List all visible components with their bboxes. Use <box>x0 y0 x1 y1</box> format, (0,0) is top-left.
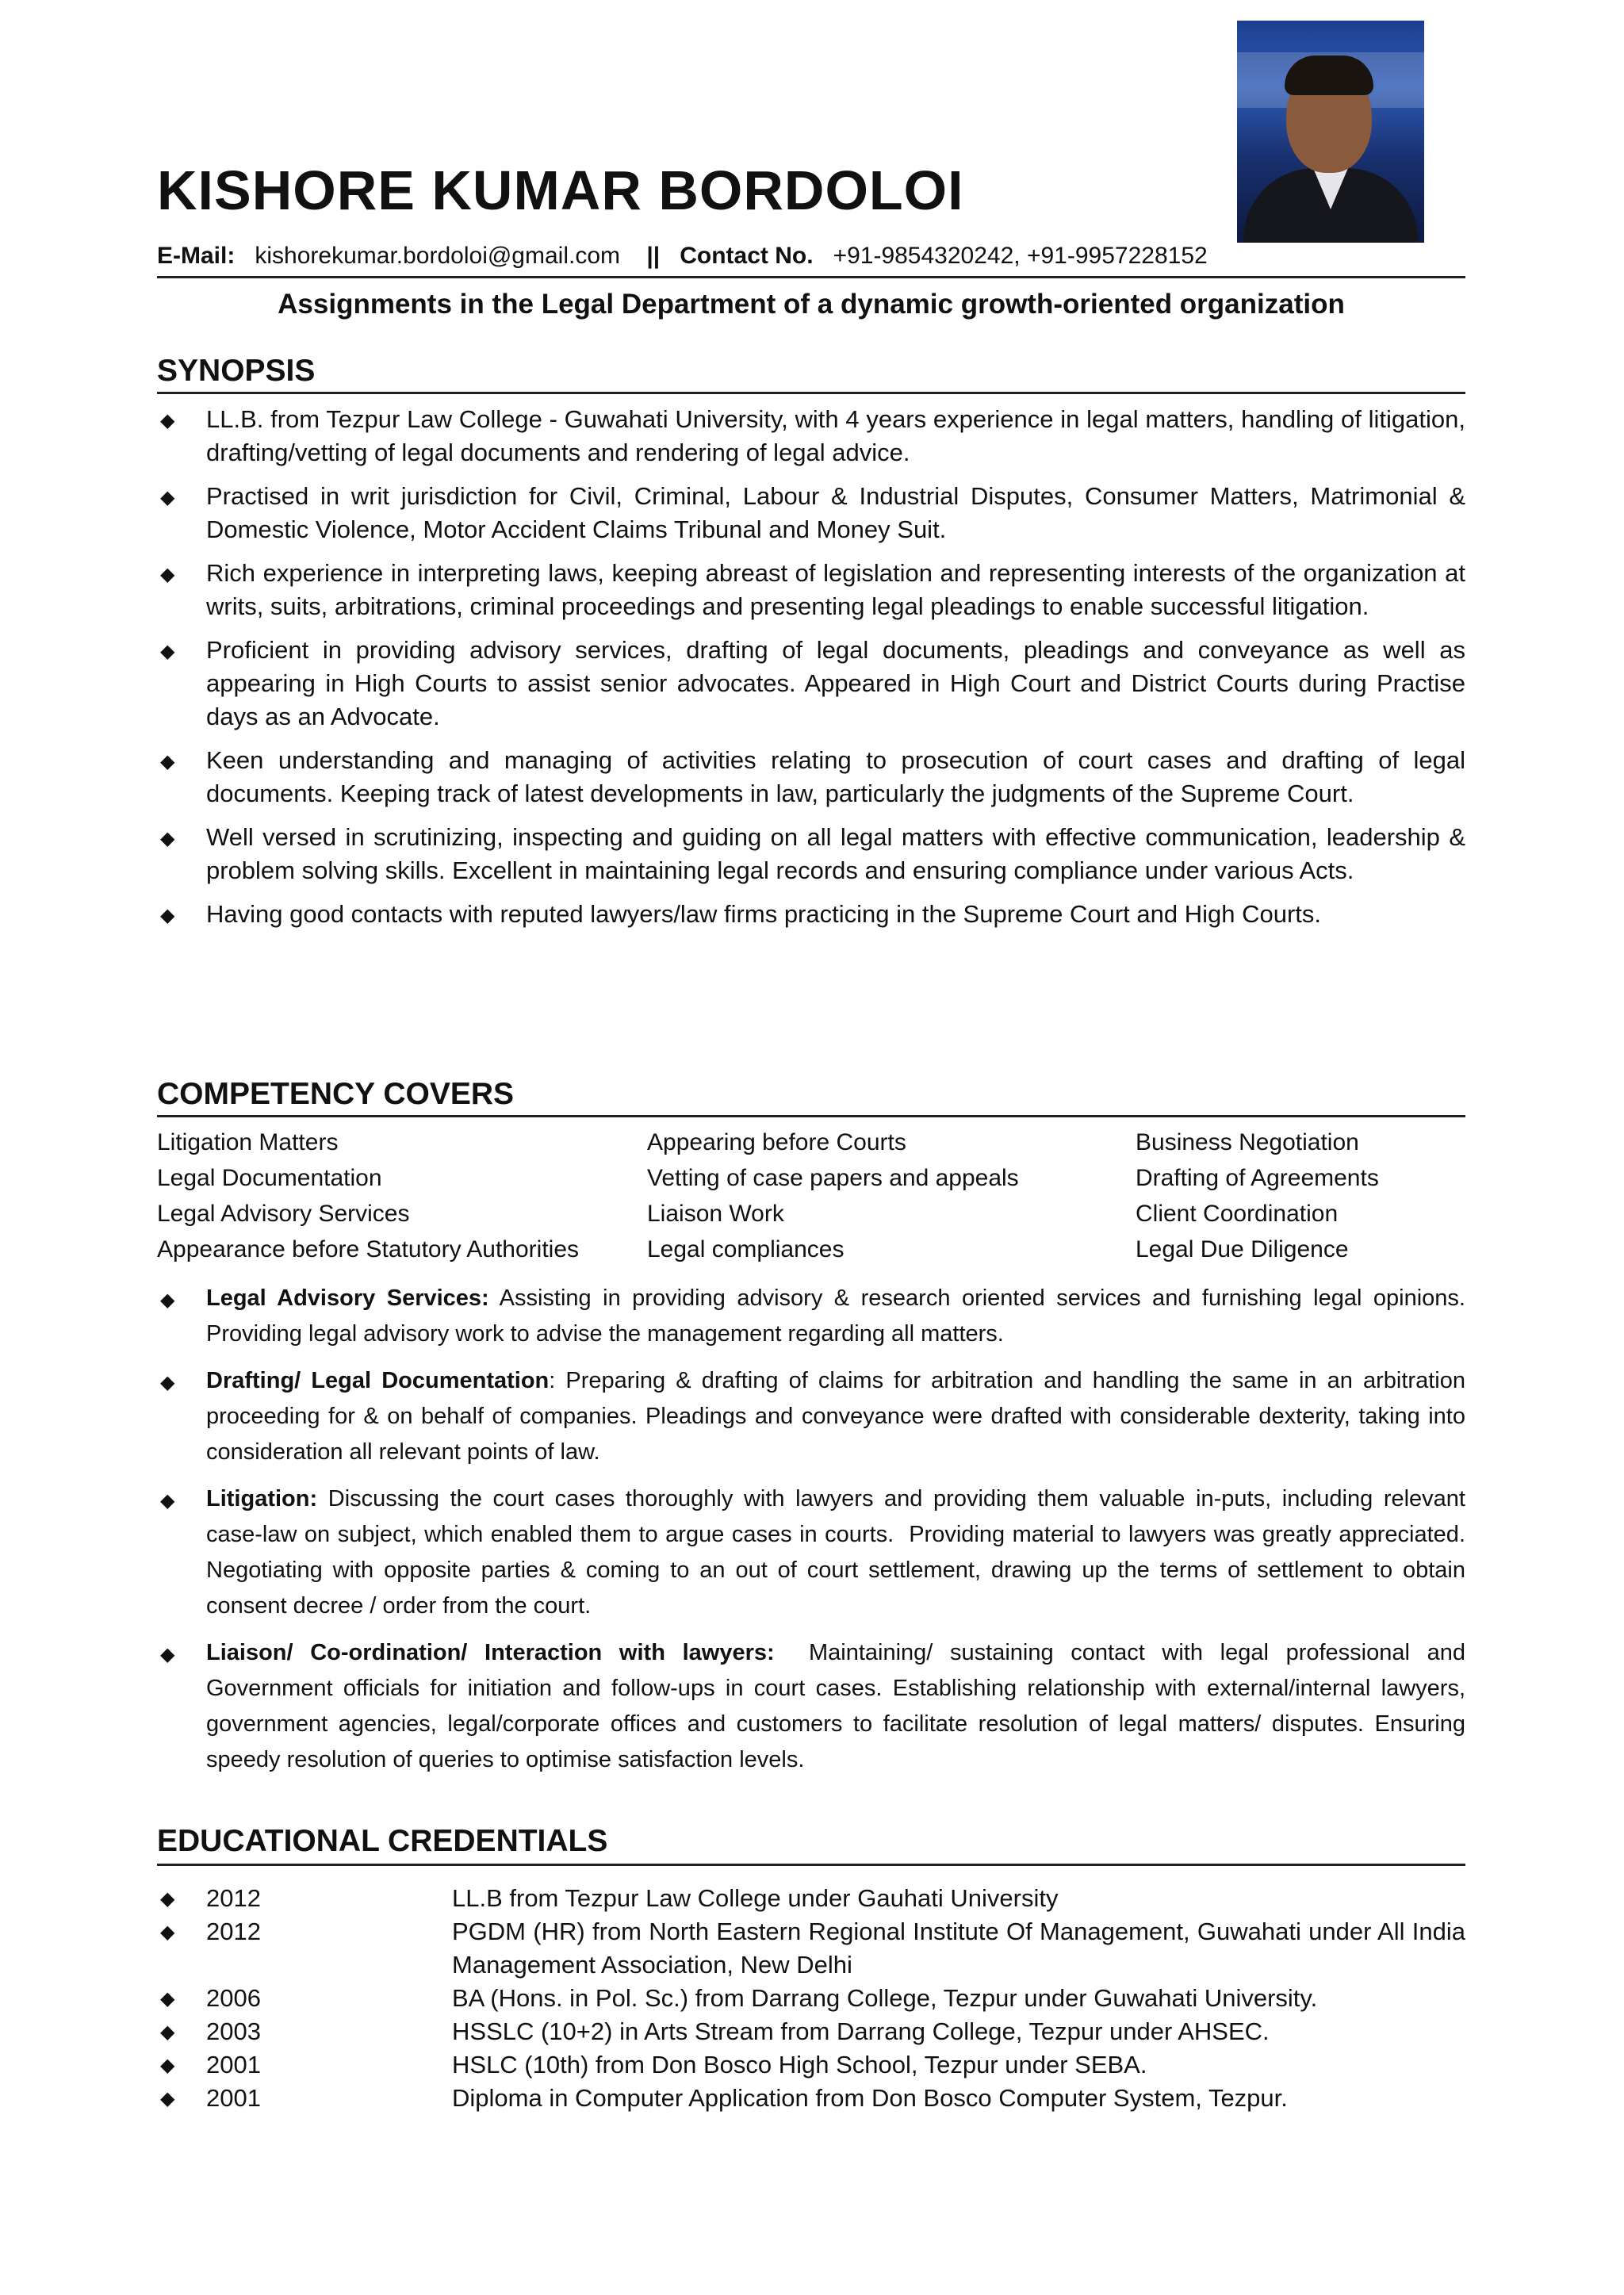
competency-detail <box>157 1481 1473 1624</box>
diamond-bullet-icon: ◆ <box>160 751 175 772</box>
separator: || <box>646 243 661 269</box>
education-year: 2001 <box>206 2051 261 2079</box>
education-year: 2012 <box>206 1884 261 1912</box>
education-description: HSSLC (10+2) in Arts Stream from Darrang College, Tezpur under AHSEC. <box>452 2017 1270 2045</box>
education-row <box>157 1915 1465 1982</box>
contact-label: Contact No. <box>680 243 814 269</box>
education-year: 2001 <box>206 2084 261 2112</box>
education-row <box>157 2015 1465 2048</box>
phone-numbers: +91-9854320242, +91-9957228152 <box>833 243 1208 269</box>
detail-text: Discussing the court cases thoroughly with lawyers and providing them valuable in-puts, including relevant case-law on subject, which enabled them to argue cases in courts. Providing material to lawyers was greatly appreciated. Negotiating with opposite parties & coming to an out of court settlement, drawing up the terms of settlement to obtain consent decree / order from the court. <box>206 1486 1473 1619</box>
diamond-bullet-icon: ◆ <box>160 2021 175 2043</box>
diamond-bullet-icon: ◆ <box>160 564 175 585</box>
competency-detail <box>157 1635 1473 1778</box>
competency-item: Vetting of case papers and appeals <box>647 1165 1019 1191</box>
competency-divider <box>157 1115 1465 1117</box>
synopsis-heading: SYNOPSIS <box>157 354 316 388</box>
education-divider <box>157 1864 1465 1866</box>
synopsis-text: Having good contacts with reputed lawyers/law firms practicing in the Supreme Court and High Courts. <box>206 900 1321 928</box>
header-divider <box>157 276 1465 278</box>
synopsis-divider <box>157 392 1465 394</box>
education-year: 2003 <box>206 2017 261 2045</box>
competency-item: Legal Documentation <box>157 1165 382 1191</box>
diamond-bullet-icon: ◆ <box>160 641 175 662</box>
competency-heading: COMPETENCY COVERS <box>157 1077 515 1111</box>
competency-item: Client Coordination <box>1136 1201 1339 1227</box>
detail-text: Assisting in providing advisory & research oriented services and furnishing legal opinions. Providing legal advisory work to advise the management regarding all matters. <box>206 1285 1473 1347</box>
synopsis-item <box>157 634 1465 734</box>
email-label: E-Mail: <box>157 243 236 269</box>
competency-item: Litigation Matters <box>157 1129 339 1155</box>
synopsis-item <box>157 898 1465 931</box>
education-row <box>157 2082 1465 2115</box>
synopsis-item <box>157 557 1465 623</box>
email-link[interactable]: kishorekumar.bordoloi@gmail.com <box>255 243 621 269</box>
diamond-bullet-icon: ◆ <box>160 905 175 926</box>
contact-line <box>157 243 1208 270</box>
education-list <box>157 1882 1465 2115</box>
diamond-bullet-icon: ◆ <box>160 1921 175 1943</box>
synopsis-item <box>157 403 1465 469</box>
career-objective: Assignments in the Legal Department of a dynamic growth-oriented organization <box>278 289 1345 320</box>
education-row <box>157 2048 1465 2082</box>
competency-grid <box>157 1125 1465 1267</box>
diamond-bullet-icon: ◆ <box>160 2055 175 2076</box>
detail-label: Liaison/ Co-ordination/ Interaction with lawyers: <box>206 1640 775 1665</box>
education-description: PGDM (HR) from North Eastern Regional Institute Of Management, Guwahati under All India Management Association, New Delhi <box>452 1918 1465 1979</box>
diamond-bullet-icon: ◆ <box>160 828 175 849</box>
synopsis-text: Practised in writ jurisdiction for Civil, Criminal, Labour & Industrial Disputes, Consumer Matters, Matrimonial & Domestic Violence, Motor Accident Claims Tribunal and Money Suit. <box>206 482 1465 543</box>
competency-item: Legal Due Diligence <box>1136 1236 1349 1262</box>
competency-details <box>157 1281 1473 1789</box>
detail-text: Maintaining/ sustaining contact with legal professional and Government officials for initiation and follow-ups in court cases. Establishing relationship with external/internal lawyers, government agencies, legal/corporate offices and customers to facilitate resolution of legal matters/ disputes. Ensuring speedy resolution of queries to optimise satisfaction levels. <box>206 1640 1473 1772</box>
diamond-bullet-icon: ◆ <box>160 1644 175 1665</box>
education-year: 2012 <box>206 1918 261 1945</box>
education-row <box>157 1982 1465 2015</box>
synopsis-text: Well versed in scrutinizing, inspecting and guiding on all legal matters with effective communication, leadership & problem solving skills. Excellent in maintaining legal records and ensuring compliance under various Acts. <box>206 823 1465 884</box>
education-description: BA (Hons. in Pol. Sc.) from Darrang College, Tezpur under Guwahati University. <box>452 1984 1318 2012</box>
education-year: 2006 <box>206 1984 261 2012</box>
synopsis-item <box>157 744 1465 810</box>
diamond-bullet-icon: ◆ <box>160 410 175 431</box>
diamond-bullet-icon: ◆ <box>160 1289 175 1311</box>
competency-detail <box>157 1281 1473 1352</box>
synopsis-item <box>157 821 1465 887</box>
education-description: HSLC (10th) from Don Bosco High School, Tezpur under SEBA. <box>452 2051 1147 2079</box>
synopsis-text: Keen understanding and managing of activities relating to prosecution of court cases and drafting of legal documents. Keeping track of latest developments in law, particularly the judgments of the Supreme Court. <box>206 746 1465 807</box>
competency-item: Legal compliances <box>647 1236 845 1262</box>
detail-label: Legal Advisory Services: <box>206 1285 489 1311</box>
synopsis-list <box>157 403 1465 941</box>
competency-detail <box>157 1363 1473 1470</box>
diamond-bullet-icon: ◆ <box>160 1490 175 1511</box>
profile-photo <box>1237 21 1424 243</box>
synopsis-item <box>157 480 1465 546</box>
synopsis-text: Proficient in providing advisory services, drafting of legal documents, pleadings and conveyance as well as appearing in High Courts to assist senior advocates. Appeared in High Court and District Courts during Practise days as an Advocate. <box>206 636 1465 730</box>
competency-item: Business Negotiation <box>1136 1129 1359 1155</box>
candidate-name: KISHORE KUMAR BORDOLOI <box>157 159 964 221</box>
competency-item: Drafting of Agreements <box>1136 1165 1379 1191</box>
competency-item: Appearing before Courts <box>647 1129 906 1155</box>
education-description: Diploma in Computer Application from Don Bosco Computer System, Tezpur. <box>452 2084 1288 2112</box>
competency-item: Legal Advisory Services <box>157 1201 410 1227</box>
education-row <box>157 1882 1465 1915</box>
competency-item: Liaison Work <box>647 1201 784 1227</box>
diamond-bullet-icon: ◆ <box>160 2088 175 2109</box>
detail-label: Drafting/ Legal Documentation <box>206 1368 550 1393</box>
diamond-bullet-icon: ◆ <box>160 1988 175 2010</box>
education-description: LL.B from Tezpur Law College under Gauhati University <box>452 1884 1059 1912</box>
diamond-bullet-icon: ◆ <box>160 1888 175 1910</box>
detail-text: : Preparing & drafting of claims for arbitration and handling the same in an arbitration proceeding for & on behalf of companies. Pleadings and conveyance were drafted with considerable dexterity, taking into consideration all relevant points of law. <box>206 1368 1473 1465</box>
competency-item: Appearance before Statutory Authorities <box>157 1236 580 1262</box>
synopsis-text: Rich experience in interpreting laws, keeping abreast of legislation and representing interests of the organization at writs, suits, arbitrations, criminal proceedings and presenting legal pleadings to enable successful litigation. <box>206 559 1465 620</box>
diamond-bullet-icon: ◆ <box>160 487 175 508</box>
education-heading: EDUCATIONAL CREDENTIALS <box>157 1824 608 1858</box>
diamond-bullet-icon: ◆ <box>160 1372 175 1393</box>
detail-label: Litigation: <box>206 1486 318 1511</box>
synopsis-text: LL.B. from Tezpur Law College - Guwahati University, with 4 years experience in legal matters, handling of litigation, drafting/vetting of legal documents and rendering of legal advice. <box>206 405 1465 466</box>
